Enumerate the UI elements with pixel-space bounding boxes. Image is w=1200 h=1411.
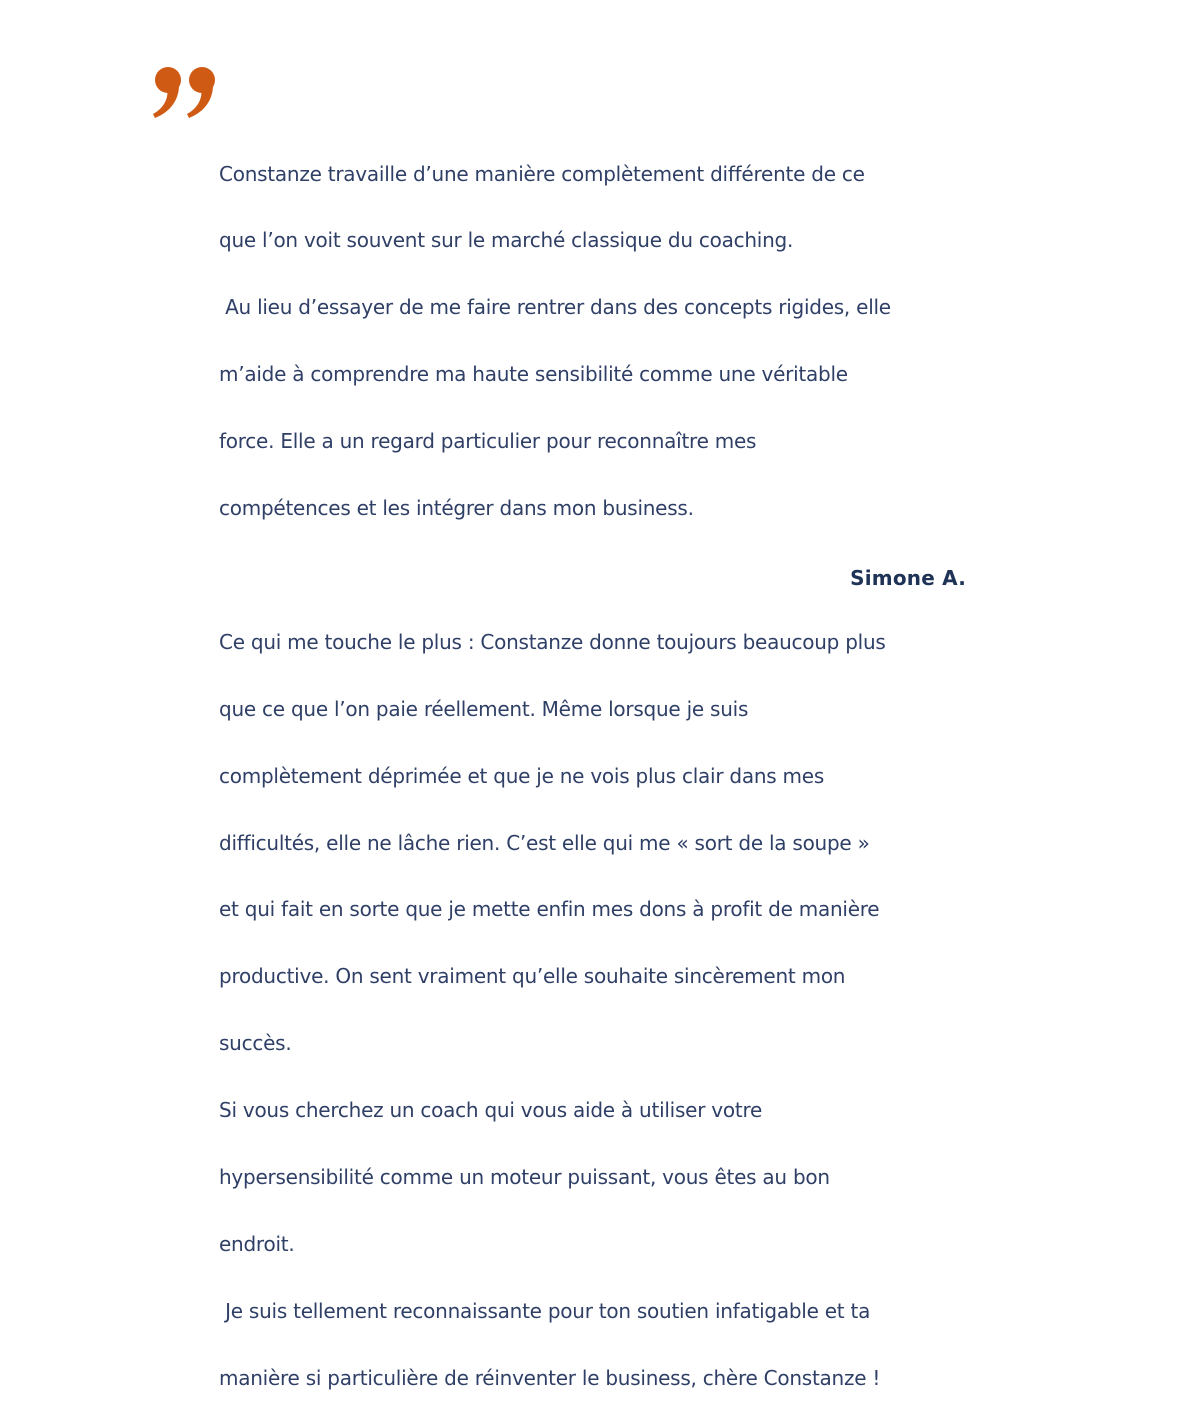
testimonial-line: que ce que l’on paie réellement. Même lorsque je suis: [219, 696, 749, 721]
testimonial-line: endroit.: [219, 1231, 295, 1256]
testimonial-line: Je suis tellement reconnaissante pour ton soutien infatigable et ta: [219, 1298, 871, 1323]
testimonial-line: manière si particulière de réinventer le business, chère Constanze !: [219, 1365, 881, 1390]
testimonial-line: productive. On sent vraiment qu’elle souhaite sincèrement mon: [219, 964, 846, 989]
testimonial-line: Constanze travaille d’une manière complètement différente de ce: [219, 161, 865, 186]
testimonial-line: force. Elle a un regard particulier pour reconnaître mes: [219, 429, 757, 454]
testimonial-line: Au lieu d’essayer de me faire rentrer dans des concepts rigides, elle: [219, 295, 891, 320]
testimonial-line: succès.: [219, 1031, 292, 1056]
testimonial-line: Si vous cherchez un coach qui vous aide à utiliser votre: [219, 1098, 763, 1123]
testimonial-author: Simone A.: [850, 566, 966, 590]
testimonial-line: compétences et les intégrer dans mon business.: [219, 496, 694, 521]
testimonial-line: Ce qui me touche le plus : Constanze donne toujours beaucoup plus: [219, 629, 886, 654]
testimonial-line: et qui fait en sorte que je mette enfin mes dons à profit de manière: [219, 897, 880, 922]
testimonial-line: complètement déprimée et que je ne vois plus clair dans mes: [219, 763, 825, 788]
testimonial-line: hypersensibilité comme un moteur puissant, vous êtes au bon: [219, 1164, 830, 1189]
testimonial-text: [219, 118, 979, 1411]
testimonial-line: difficultés, elle ne lâche rien. C’est elle qui me « sort de la soupe »: [219, 830, 870, 855]
testimonial-line: m’aide à comprendre ma haute sensibilité comme une véritable: [219, 362, 848, 387]
quote-mark-icon: [152, 62, 222, 122]
testimonial-line: que l’on voit souvent sur le marché classique du coaching.: [219, 228, 794, 253]
